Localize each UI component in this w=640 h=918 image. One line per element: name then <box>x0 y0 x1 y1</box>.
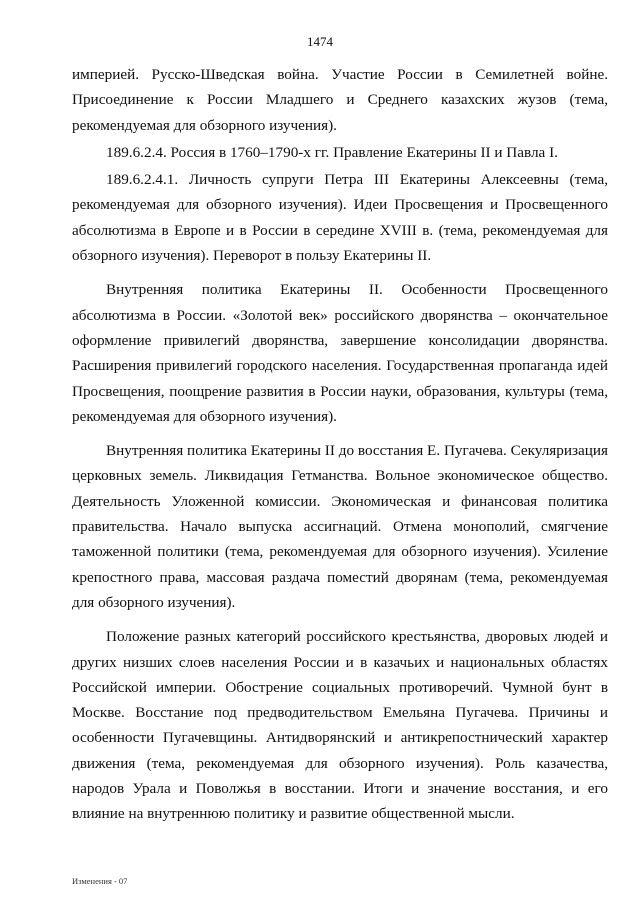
page-number: 1474 <box>307 34 333 49</box>
paragraph-peasantry-uprising: Положение разных категорий российского крестьянства, дворовых людей и других низших слоев населения России и в казачьих и национальных областях Российской империи. Обострение социальных противоречий. Чумной бунт в Москве. Восстание под предводительством Емельяна Пугачева. Причины и особенности Пугачевщины. Антидворянский и антикрепостнический характер движения (тема, рекомендуемая для обзорного изучения). Роль казачества, народов Урала и Поволжья в восстании. Итоги и значение восстания, и его влияние на внутреннюю политику и развитие общественной мысли. <box>72 628 608 823</box>
section-heading-189-6-2-4: 189.6.2.4. Россия в 1760–1790-х гг. Правление Екатерины II и Павла I. <box>106 143 558 161</box>
paragraph-policy-before-uprising: Внутренняя политика Екатерины II до восстания Е. Пугачева. Секуляризация церковных земель. Ликвидация Гетманства. Вольное экономическое общество. Деятельность Уложенной комиссии. Экономическая и финансовая политика правительства. Начало выпуска ассигнаций. Отмена монополий, смягчение таможенной политики (тема, рекомендуемая для обзорного изучения). Усиление крепостного права, массовая раздача поместий дворянам (тема, рекомендуемая для обзорного изучения). <box>72 442 608 611</box>
section-heading-189-6-2-4-1: 189.6.2.4.1. Личность супруги Петра III Екатерины Алексеевны (тема, рекомендуемая для обзорного изучения). Идеи Просвещения и Просвещенного абсолютизма в Европе и в России в середине XVIII в. (тема, рекомендуемая для обзорного изучения). Переворот в пользу Екатерины II. <box>72 171 608 265</box>
footer-revision: Изменения - 07 <box>72 876 128 886</box>
document-body <box>72 62 608 827</box>
paragraph-continuation: империей. Русско-Шведская война. Участие России в Семилетней войне. Присоединение к России Младшего и Среднего казахских жузов (тема, рекомендуемая для обзорного изучения). <box>72 66 608 134</box>
paragraph-domestic-policy: Внутренняя политика Екатерины II. Особенности Просвещенного абсолютизма в России. «Золотой век» российского дворянства – окончательное оформление привилегий дворянства, завершение консолидации дворянства. Расширения привилегий городского населения. Государственная пропаганда идей Просвещения, поощрение развития в России науки, образования, культуры (тема, рекомендуемая для обзорного изучения). <box>72 281 608 425</box>
